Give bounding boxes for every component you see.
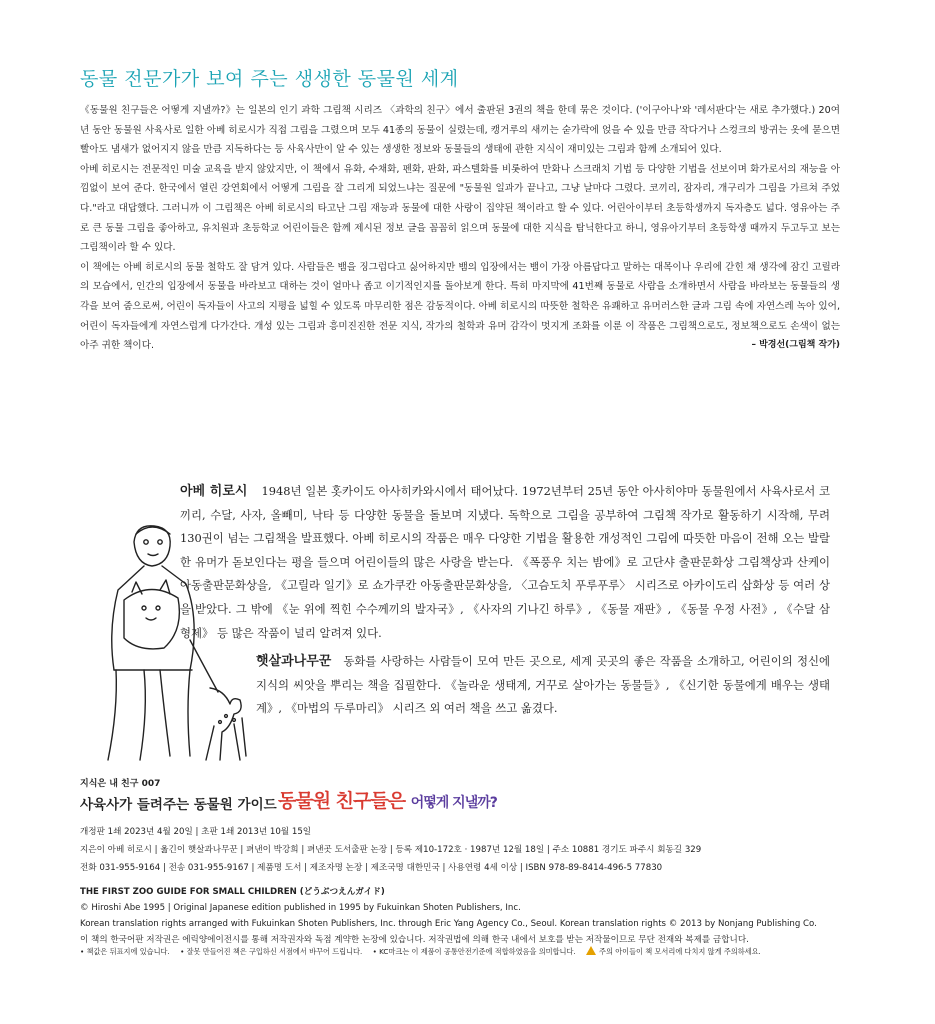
notice-item: • 책값은 뒤표지에 있습니다. (80, 947, 170, 956)
author-bio-text: 1948년 일본 홋카이도 아사히카와시에서 태어났다. 1972년부터 25년 동안 아사히야마 동물원에서 사육사로서 코끼리, 수달, 사자, 올빼미, 낙타 등 다양한 동물을 돌보며 지냈다. 독학으로 그림을 공부하여 그림책 작가로 활동하기 시작해, 무려 130권이 넘는 그림책을 발표했다. 아베 히로시의 작품은 매우 다양한 기법을 활용한 개성적인 그림에 따뜻한 마음이 전해 오는 발랄한 유머가 돋보인다는 평을 들으며 어린이들의 많은 사랑을 받는다. 《폭풍우 치는 밤에》로 고단샤 출판문화상 그림책상과 산케이 아동출판문화상을, 《고릴라 일기》로 쇼가쿠칸 아동출판문화상을, 〈고슴도치 푸루푸루〉 시리즈로 아카이도리 삽화상 등 여러 상을 받았다. 그 밖에 《눈 위에 찍힌 수수께끼의 발자국》, 《사자의 기나긴 하루》, 《동물 재판》, 《동물 우정 사전》, 《수달 삼 형제》 등 많은 작품이 널리 알려져 있다. (180, 484, 830, 640)
publication-line: 개정판 1쇄 2023년 4월 20일 | 초판 1쇄 2013년 10월 15일 (80, 827, 312, 837)
copyright-line: 이 책의 한국어판 저작권은 에릭양에이전시를 통해 저작권자와 독점 계약한 논장에 있습니다. 저작권법에 의해 한국 내에서 보호를 받는 저작물이므로 무단 전재와 복제를 금합니다. (80, 935, 749, 945)
publication-line: 지은이 아베 히로시 | 옮긴이 햇살과나무꾼 | 펴낸이 박강희 | 펴낸곳 도서출판 논장 | 등록 제10-172호 · 1987년 12월 18일 | 주소 10881 경기도 파주시 회동길 329 (80, 845, 702, 855)
copyright-info (80, 884, 817, 948)
author-name: 아베 히로시 (180, 484, 248, 499)
author-bio (180, 480, 830, 645)
book-title-main: 동물원 친구들은 (278, 790, 406, 812)
book-title-rest: 어떻게 지낼까? (410, 795, 497, 811)
warning-icon (586, 946, 596, 955)
notices (80, 946, 777, 958)
translator-bio (256, 650, 830, 721)
review-paragraph: 아베 히로시는 전문적인 미술 교육을 받지 않았지만, 이 책에서 유화, 수채화, 펜화, 판화, 파스텔화를 비롯하여 만화나 스크래치 기법 등 다양한 기법을 선보이며 화가로서의 재능을 아낌없이 보여 준다. 한국에서 열린 강연회에서 어떻게 그림을 잘 그리게 되었느냐는 질문에 "동물원 일과가 끝나고, 그냥 날마다 그렸다. 코끼리, 잠자리, 개구리가 그림을 가르쳐 주었다."라고 대답했다. 그러니까 이 그림책은 아베 히로시의 타고난 그림 재능과 동물에 대한 사랑이 집약된 책이라고 할 수 있다. 어린아이부터 초등학생까지 독자층도 넓다. 영유아는 주로 큰 동물 그림을 좋아하고, 유치원과 초등학교 어린이들은 함께 제시된 정보 글을 꼼꼼히 읽으며 동물에 대한 지식을 탐닉한다고 하니, 영유아기부터 초등학생 때까지 두고두고 보는 그림책이라 할 수 있다. (80, 163, 840, 254)
review-paragraph: 《동물원 친구들은 어떻게 지낼까?》는 일본의 인기 과학 그림책 시리즈 〈과학의 친구〉에서 출판된 3권의 책을 한데 묶은 것이다. ('이구아나'와 '레서판다'는 새로 추가했다.) 20여 년 동안 동물원 사육사로 일한 아베 히로시가 직접 그림을 그렸으며 모두 41종의 동물이 실렸는데, 캥거루의 새끼는 숟가락에 얹을 수 있을 만큼 작다거나 스컹크의 방귀는 옷에 묻으면 빨아도 냄새가 없어지지 않을 만큼 지독하다는 등 사육사만이 알 수 있는 생생한 정보와 동물들의 생태에 관한 지식이 재미있는 그림과 함께 소개되어 있다. (80, 105, 840, 156)
review-signature: – 박경선(그림책 작가) (751, 340, 840, 351)
english-title: THE FIRST ZOO GUIDE FOR SMALL CHILDREN (どうぶつえんガイド) (80, 887, 385, 897)
publication-info (80, 823, 701, 877)
section-heading: 동물 전문가가 보여 주는 생생한 동물원 세계 (80, 68, 459, 90)
book-title-logo (278, 786, 497, 813)
notice-item: • 잘못 만들어진 책은 구입하신 서점에서 바꾸어 드립니다. (180, 947, 363, 956)
book-subtitle: 사육사가 들려주는 동물원 가이드 (80, 797, 277, 813)
review-text (80, 101, 840, 356)
translator-name: 햇살과나무꾼 (256, 654, 332, 669)
copyright-line: Korean translation rights arranged with Fukuinkan Shoten Publishers, Inc. through Eric Yang Agency Co., Seoul. Korean translation rights © 2013 by Nonjang Publishing Co. (80, 919, 817, 929)
copyright-line: © Hiroshi Abe 1995 | Original Japanese edition published in 1995 by Fukuinkan Shoten Publishers, Inc. (80, 903, 521, 913)
translator-bio-text: 동화를 사랑하는 사람들이 모여 만든 곳으로, 세계 곳곳의 좋은 작품을 소개하고, 어린이의 정신에 지식의 씨앗을 뿌리는 책을 집필한다. 《놀라운 생태계, 거꾸로 살아가는 동물들》, 《신기한 동물에게 배우는 생태계》, 《마법의 두루마리》 시리즈 외 여러 책을 쓰고 옮겼다. (256, 654, 830, 716)
notice-item: 주의 아이들이 책 모서리에 다치지 않게 주의하세요. (586, 947, 769, 956)
review-paragraph: 이 책에는 아베 히로시의 동물 철학도 잘 담겨 있다. 사람들은 뱀을 징그럽다고 싫어하지만 뱀의 입장에서는 뱀이 가장 아름답다고 말하는 대목이나 우리에 갇힌 채 생각에 잠긴 고릴라의 모습에서, 인간의 입장에서 동물을 바라보고 대하는 것이 얼마나 좁고 이기적인지를 돌아보게 한다. 특히 마지막에 41번째 동물로 사람을 소개하면서 사람을 바라보는 동물들의 생각을 보여 줌으로써, 어린이 독자들이 사고의 지평을 넓힐 수 있도록 마무리한 점은 감동적이다. 아베 히로시의 따뜻한 철학은 유쾌하고 유머러스한 글과 그림 속에 자연스레 녹아 있어, 어린이 독자들에게 자연스럽게 다가간다. 개성 있는 그림과 흥미진진한 전문 지식, 작가의 철학과 유머 감각이 멋지게 조화를 이룬 이 작품은 그림책으로도, 정보책으로도 손색이 없는 아주 귀한 책이다. – 박경선(그림책 작가) (80, 258, 840, 356)
series-label: 지식은 내 친구 007 (80, 779, 161, 789)
publication-line: 전화 031-955-9164 | 전송 031-955-9167 | 제품명 도서 | 제조자명 논장 | 제조국명 대한민국 | 사용연령 4세 이상 | ISBN 978-89-8414-496-5 77830 (80, 863, 663, 873)
notice-item: • KC마크는 이 제품이 공통안전기준에 적합하였음을 의미합니다. (372, 947, 576, 956)
